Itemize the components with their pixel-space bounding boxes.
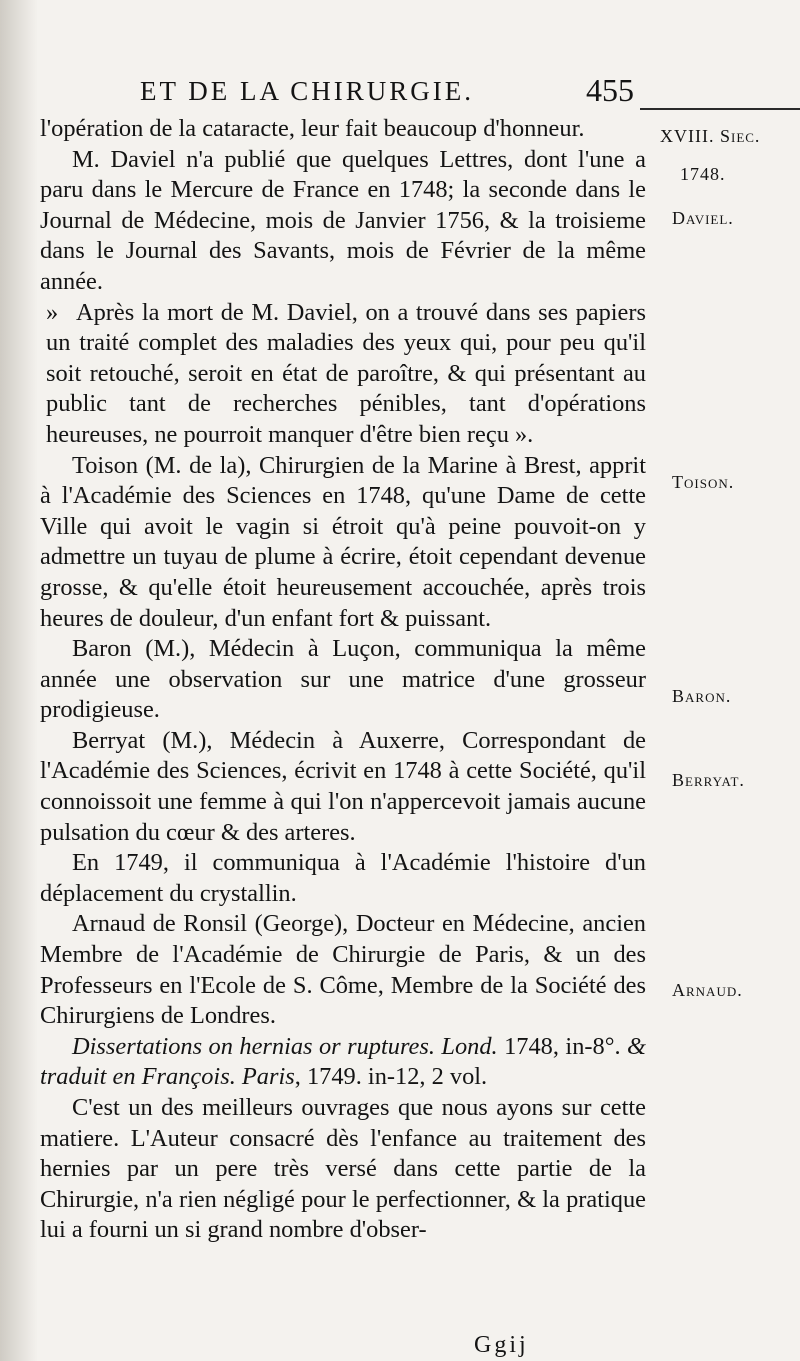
paragraph-berryat: Berryat (M.), Médecin à Auxerre, Correspondant de l'Académie des Sciences, écrivit en 1748 à cette Société, qu'il connoissoit une femme à qui l'on n'appercevoit jamais aucune pulsation du cœur & des arteres. xyxy=(40,726,646,846)
gutter-shadow xyxy=(0,0,38,1361)
paragraph-arnaud: Arnaud de Ronsil (George), Docteur en Médecine, ancien Membre de l'Académie de Chirurgie de Paris, & un des Professeurs en l'Ecole de S. Côme, Membre de la Société des Chirurgiens de Londres. xyxy=(40,910,646,1030)
bibliography-details-2: , 1749. in-12, 2 vol. xyxy=(294,1063,488,1091)
bibliography-entry xyxy=(40,1032,646,1093)
bibliography-title: Dissertations on hernias or ruptures. Lond. xyxy=(72,1032,498,1060)
margin-note-daviel: Daviel. xyxy=(672,208,734,228)
quote-mark: » xyxy=(46,298,59,326)
page-number: 455 xyxy=(586,72,634,108)
bibliography-details-1: 1748, in-8°. xyxy=(497,1032,627,1060)
paragraph-berryat-1749: En 1749, il communiqua à l'Académie l'histoire d'un déplacement du crystallin. xyxy=(40,849,646,907)
bibliography-translation: & traduit en François. Paris xyxy=(40,1032,646,1091)
margin-note-century: XVIII. Siec. xyxy=(660,126,761,146)
page-header xyxy=(140,72,640,112)
paragraph-baron: Baron (M.), Médecin à Luçon, communiqua la même année une observation sur une matrice d'une grosseur prodigieuse. xyxy=(40,635,646,724)
paragraph-closing: C'est un des meilleurs ouvrages que nous ayons sur cette matiere. L'Auteur consacré dès l'enfance au traitement des hernies par un pere très versé dans cette partie de la Chirurgie, n'a rien négligé pour le perfectionner, & la pratique lui a fourni un si grand nombre d'obser- xyxy=(40,1094,646,1244)
body-text xyxy=(40,114,646,1246)
running-head: ET DE LA CHIRURGIE. xyxy=(140,76,474,106)
paragraph-daviel-quote-text: Après la mort de M. Daviel, on a trouvé dans ses papiers un traité complet des maladies des yeux qui, pour peu qu'il soit retouché, seroit en état de paroître, & qui présentant au public tant de recherches pénibles, tant d'opérations heureuses, ne pourroit manquer d'être bien reçu ». xyxy=(46,298,646,448)
margin-note-toison: Toison. xyxy=(672,472,735,492)
margin-note-arnaud: Arnaud. xyxy=(672,980,743,1000)
catchword: Ggij xyxy=(474,1332,529,1358)
margin-note-berryat: Berryat. xyxy=(672,770,745,790)
margin-note-baron: Baron. xyxy=(672,686,732,706)
margin-note-year: 1748. xyxy=(680,164,726,184)
paragraph-continuation: l'opération de la cataracte, leur fait beaucoup d'honneur. xyxy=(40,115,585,142)
paragraph-toison: Toison (M. de la), Chirurgien de la Marine à Brest, apprit à l'Académie des Sciences en 1748, qu'une Dame de cette Ville qui avoit le vagin si étroit qu'à peine pouvoit-on y admettre un tuyau de plume à écrire, étoit cependant devenue grosse, & qu'elle étoit heureusement accouchée, après trois heures de douleur, d'un enfant fort & puissant. xyxy=(40,451,646,632)
header-rule xyxy=(640,108,800,110)
paragraph-daviel-letters: M. Daviel n'a publié que quelques Lettres, dont l'une a paru dans le Mercure de France en 1748; la seconde dans le Journal de Médecine, mois de Janvier 1756, & la troisieme dans le Journal des Savants, mois de Février de la même année. xyxy=(40,145,646,295)
paragraph-daviel-quote xyxy=(40,298,646,451)
